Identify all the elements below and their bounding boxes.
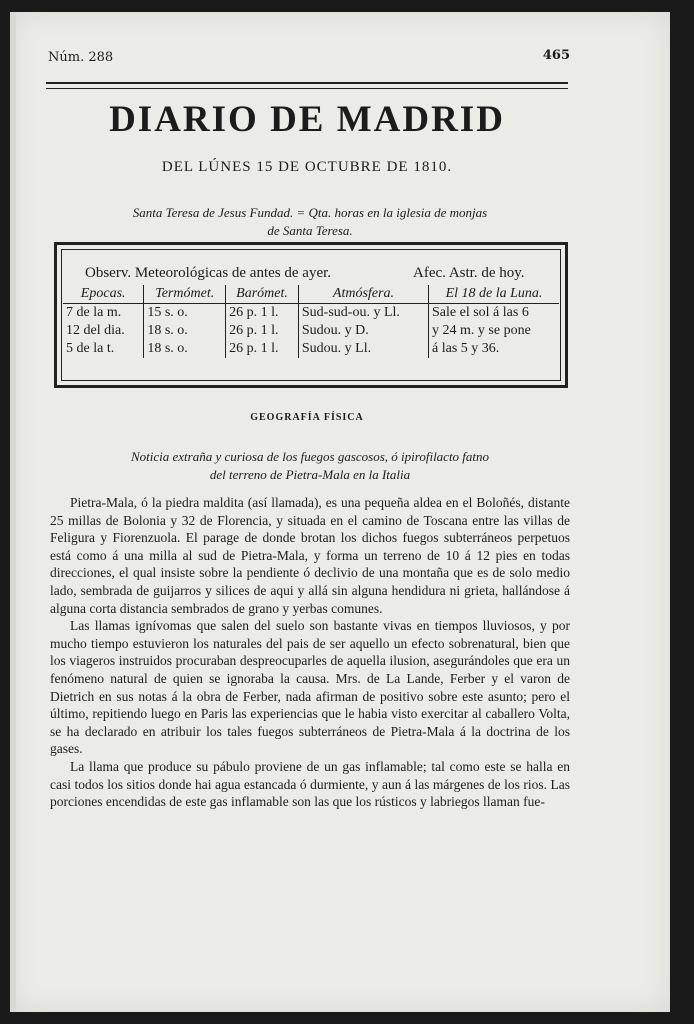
weather-row — [63, 340, 559, 358]
astro-title: Afec. Astr. de hoy. — [413, 265, 525, 281]
cell-atmosfera: Sud-sud-ou. y Ll. — [298, 304, 428, 323]
cell-barometro: 26 p. 1 l. — [226, 340, 299, 358]
weather-box — [54, 242, 568, 388]
article-body — [50, 494, 570, 811]
header-rule-thick — [46, 82, 568, 84]
col-barometro: Barómet. — [226, 285, 299, 304]
article-paragraph: Las llamas ignívomas que salen del suelo son bastante vivas en tiempos lluviosos, y por mucho tiempo estuvieron los naturales del pais de ser aquello un efecto sobrenatural, bien que los viageros instruidos procuraban despreocuparles de aquella ilusion, asegurándoles que era un fenómeno natural de quien se ignoraba la causa. Mrs. de La Lande, Ferber y el varon de Dietrich en sus notas á la obra de Ferber, nada afirman de positivo sobre este asunto; pero el último, repitiendo luego en Paris las experiencias que le habia visto exercitar al caballero Volta, se ha declarado en atribuir los tales fuegos subterráneos de Pietra-Mala á la doctrina de los gases. — [50, 618, 570, 757]
cell-epoca: 7 de la m. — [66, 305, 122, 320]
cell-termometro: 18 s. o. — [144, 322, 226, 340]
saint-line-2: de Santa Teresa. — [267, 223, 353, 238]
section-heading: GEOGRAFÍA FÍSICA — [250, 412, 364, 423]
weather-row — [63, 322, 559, 340]
cell-luna: y 24 m. y se pone — [429, 322, 559, 340]
cell-epoca: 5 de la t. — [66, 341, 115, 356]
article-title-line-1: Noticia extraña y curiosa de los fuegos gascosos, ó ipirofilacto fatno — [130, 449, 490, 464]
page-spine-shadow — [10, 12, 16, 1012]
cell-luna: Sale el sol á las 6 — [429, 304, 559, 323]
article-title-line-2: del terreno de Pietra-Mala en la Italia — [209, 467, 411, 482]
weather-row — [63, 304, 559, 323]
cell-barometro: 26 p. 1 l. — [226, 322, 299, 340]
masthead-date: DEL LÚNES 15 DE OCTUBRE DE 1810. — [161, 159, 453, 175]
col-atmosfera: Atmósfera. — [298, 285, 428, 304]
cell-epoca: 12 del dia. — [66, 323, 125, 338]
col-epocas: Epocas. — [63, 285, 144, 304]
masthead-title: DIARIO DE MADRID — [109, 99, 505, 140]
weather-header-row — [63, 285, 559, 304]
article-paragraph: La llama que produce su pábulo proviene de un gas inflamable; tal como este se halla en casi todos los sitios donde hai agua estancada ó durmiente, y aun á las márgenes de los rios. Las porciones encendidas de este gas inflamable son las que los rústicos y labriegos llaman fue- — [50, 758, 570, 810]
cell-atmosfera: Sudou. y D. — [298, 322, 428, 340]
saint-of-day — [70, 204, 550, 240]
page-number: 465 — [542, 48, 570, 63]
cell-luna: á las 5 y 36. — [429, 340, 559, 358]
header-rule-thin — [46, 88, 568, 89]
cell-barometro: 26 p. 1 l. — [226, 304, 299, 323]
col-luna: El 18 de la Luna. — [429, 285, 559, 304]
cell-termometro: 18 s. o. — [144, 340, 226, 358]
weather-title: Observ. Meteorológicas de antes de ayer. — [85, 265, 332, 281]
article-paragraph: Pietra-Mala, ó la piedra maldita (así llamada), es una pequeña aldea en el Boloñés, distante 25 millas de Bolonia y 32 de Florencia, y situada en el camino de Toscana entre las villas de Feligura y Fiorenzuola. El parage de donde brotan los dichos fuegos subterráneos perpetuos está como á una milla al sud de Pietra-Mala, y forma un terreno de 10 á 12 pies en todas direcciones, el qual insiste sobre la pendiente ó declivio de una montaña que es de solo medio lado, sembrada de guijarros y silices de aqui y allá sin alguna hendidura ni grieta, hallándose á alguna corta distancia sembrados de grano y yerbas comunes. — [50, 495, 570, 616]
saint-line-1: Santa Teresa de Jesus Fundad. = Qta. horas en la iglesia de monjas — [132, 205, 488, 220]
cell-atmosfera: Sudou. y Ll. — [298, 340, 428, 358]
col-termometro: Termómet. — [144, 285, 226, 304]
cell-termometro: 15 s. o. — [144, 304, 226, 323]
weather-table — [63, 285, 559, 358]
article-title — [60, 448, 560, 484]
issue-number: Núm. 288 — [48, 50, 114, 65]
newspaper-page — [10, 12, 670, 1012]
